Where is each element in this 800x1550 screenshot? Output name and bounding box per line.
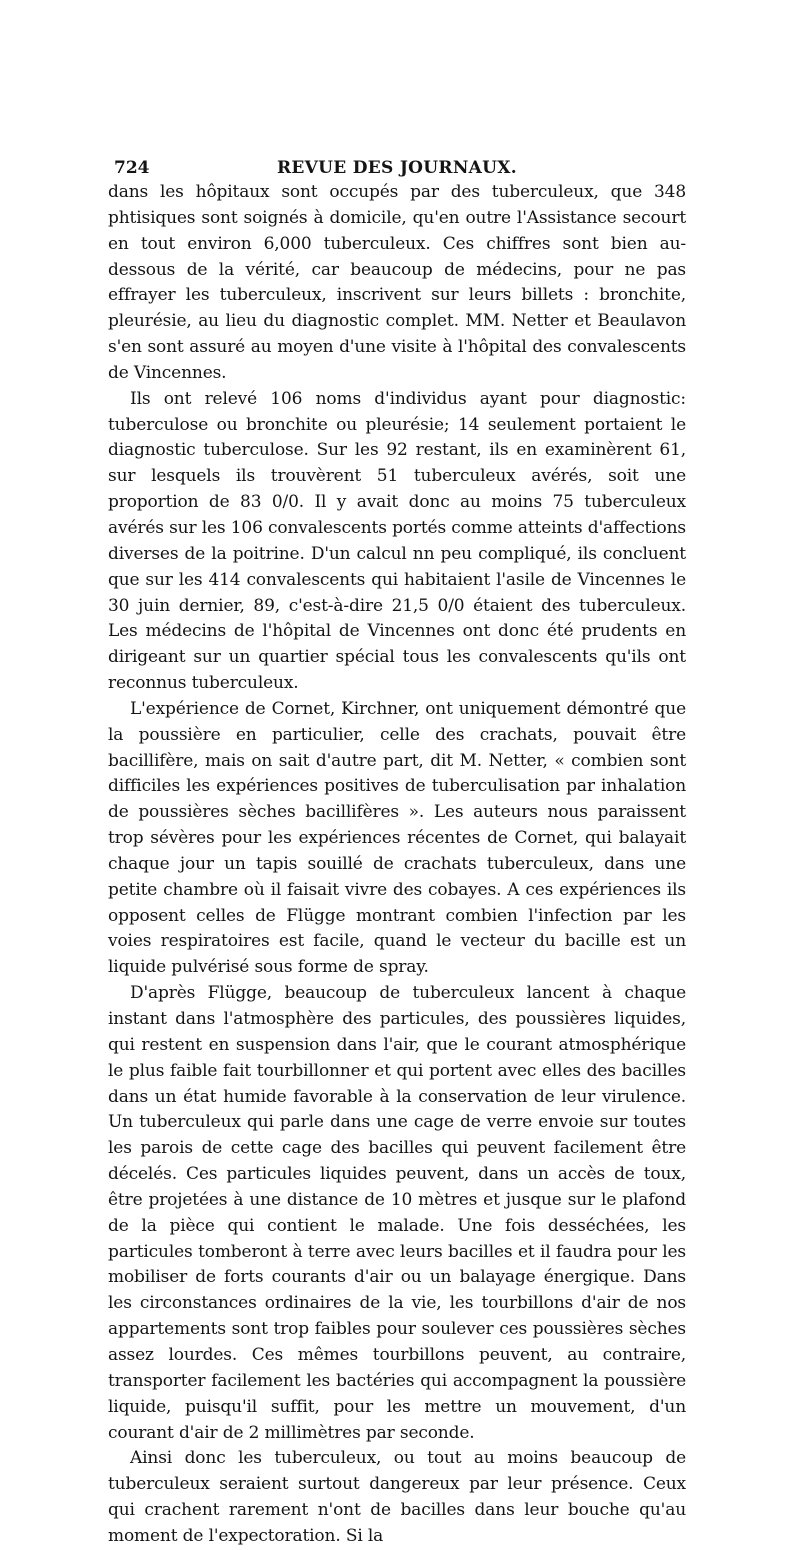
document-page — [108, 150, 686, 1550]
page-header — [108, 150, 686, 180]
running-title: REVUE DES JOURNAUX. — [276, 158, 518, 178]
paragraph: Ils ont relevé 106 noms d'individus ayant pour diagnostic: tuberculose ou bronchite ou pleurésie; 14 seulement portaient le diagnostic tuberculose. Sur les 92 restant, ils en examinèrent 61, sur lesquels ils trouvèrent 51 tuberculeux avérés, soit une proportion de 83 0/0. Il y avait donc au moins 75 tuberculeux avérés sur les 106 convalescents portés comme atteints d'affections diverses de la poitrine. D'un calcul nn peu compliqué, ils concluent que sur les 414 convalescents qui habitaient l'asile de Vincennes le 30 juin dernier, 89, c'est-à-dire 21,5 0/0 étaient des tuberculeux. Les médecins de l'hôpital de Vincennes ont donc été prudents en dirigeant sur un quartier spécial tous les convalescents qu'ils ont reconnus tuberculeux. — [108, 388, 686, 694]
paragraph: L'expérience de Cornet, Kirchner, ont uniquement démontré que la poussière en particulier, celle des crachats, pouvait être bacillifère, mais on sait d'autre part, dit M. Netter, « combien sont difficiles les expériences positives de tuberculisation par inhalation de poussières sèches bacillifères ». Les auteurs nous paraissent trop sévères pour les expériences récentes de Cornet, qui balayait chaque jour un tapis souillé de crachats tuberculeux, dans une petite chambre où il faisait vivre des cobayes. A ces expériences ils opposent celles de Flügge montrant combien l'infection par les voies respiratoires est facile, quand le vecteur du bacille est un liquide pulvérisé sous forme de spray. — [108, 698, 686, 978]
page-number: 724 — [114, 158, 150, 178]
paragraph-continued: dans les hôpitaux sont occupés par des tuberculeux, que 348 phtisiques sont soignés à domicile, qu'en outre l'Assistance secourt en tout environ 6,000 tuberculeux. Ces chiffres sont bien au-dessous de la vérité, car beaucoup de médecins, pour ne pas effrayer les tuberculeux, inscrivent sur leurs billets : bronchite, pleurésie, au lieu du diagnostic complet. MM. Netter et Beaulavon s'en sont assuré au moyen d'une visite à l'hôpital des convalescents de Vincennes. — [108, 182, 686, 383]
paragraph: Ainsi donc les tuberculeux, ou tout au moins beaucoup de tuberculeux seraient surtout dangereux par leur présence. Ceux qui crachent rarement n'ont de bacilles dans leur bouche qu'au moment de l'expectoration. Si la — [108, 1448, 686, 1546]
paragraph: D'après Flügge, beaucoup de tuberculeux lancent à chaque instant dans l'atmosphère des particules, des poussières liquides, qui restent en suspension dans l'air, que le courant atmosphérique le plus faible fait tourbillonner et qui portent avec elles des bacilles dans un état humide favorable à la conservation de leur virulence. Un tuberculeux qui parle dans une cage de verre envoie sur toutes les parois de cette cage des bacilles qui peuvent facilement être décelés. Ces particules liquides peuvent, dans un accès de toux, être projetées à une distance de 10 mètres et jusque sur le plafond de la pièce qui contient le malade. Une fois desséchées, les particules tomberont à terre avec leurs bacilles et il faudra pour les mobiliser de forts courants d'air ou un balayage énergique. Dans les circonstances ordinaires de la vie, les tourbillons d'air de nos appartements sont trop faibles pour soulever ces poussières sèches assez lourdes. Ces mêmes tourbillons peuvent, au contraire, transporter facilement les bactéries qui accompagnent la poussière liquide, puisqu'il suffit, pour les mettre un mouvement, d'un courant d'air de 2 millimètres par seconde. — [108, 983, 686, 1443]
body-text — [108, 180, 686, 1550]
